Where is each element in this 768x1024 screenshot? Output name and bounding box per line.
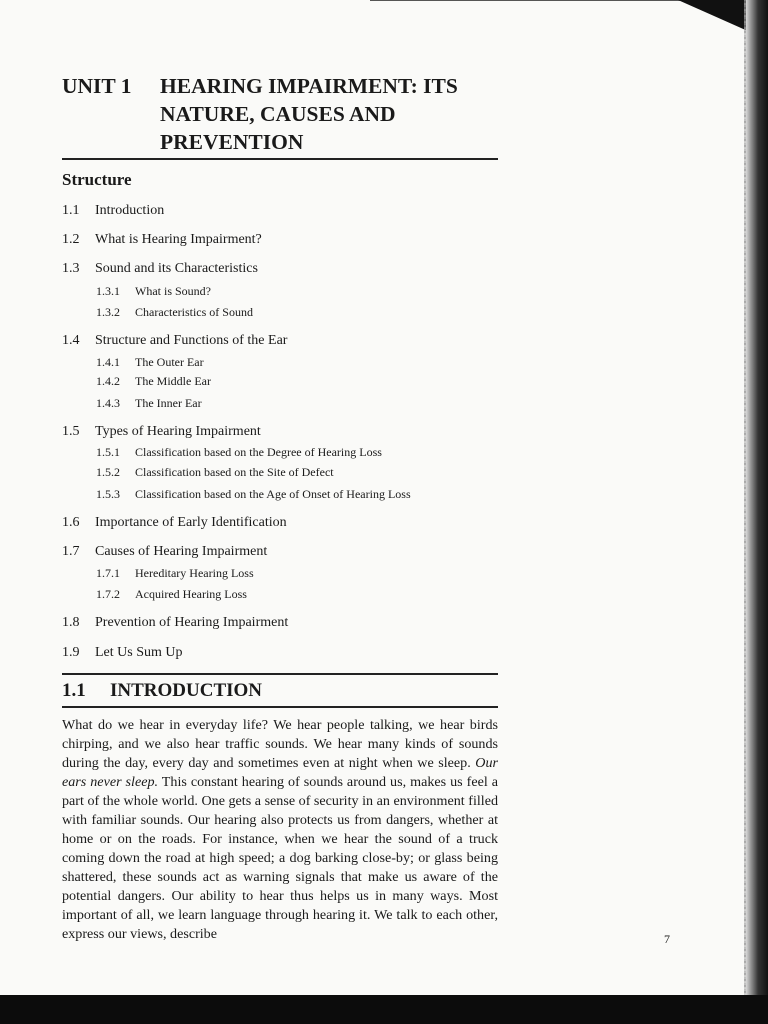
toc-item — [62, 424, 261, 440]
toc-subitem — [96, 305, 253, 320]
body-emphasis: Our ears never sleep. — [62, 755, 498, 790]
toc-number: 1.4.1 — [96, 355, 120, 369]
toc-number: 1.1 — [62, 203, 80, 218]
toc-label: Introduction — [95, 203, 165, 218]
toc-label: What is Sound? — [135, 284, 211, 298]
toc-label: Causes of Hearing Impairment — [95, 544, 268, 559]
toc-subitem — [96, 465, 334, 480]
toc-label: Types of Hearing Impairment — [95, 424, 261, 439]
toc-item — [62, 333, 287, 349]
toc-item — [62, 261, 258, 277]
toc-label: Let Us Sum Up — [95, 645, 183, 660]
toc-number: 1.4 — [62, 333, 80, 348]
toc-number: 1.2 — [62, 232, 80, 247]
toc-number: 1.7 — [62, 544, 80, 559]
structure-heading: Structure — [62, 170, 132, 189]
section-title: INTRODUCTION — [110, 680, 263, 701]
toc-number: 1.5.1 — [96, 445, 120, 459]
toc-label: The Outer Ear — [135, 355, 204, 369]
section-number: 1.1 — [62, 680, 86, 701]
section-title-rule — [62, 706, 498, 708]
scan-bottom-edge — [0, 995, 768, 1024]
unit-title-line: PREVENTION — [160, 130, 304, 154]
toc-number: 1.6 — [62, 515, 80, 530]
toc-number: 1.8 — [62, 615, 80, 630]
toc-label: Characteristics of Sound — [135, 305, 253, 319]
toc-item — [62, 615, 288, 631]
toc-subitem — [96, 355, 204, 370]
toc-subitem — [96, 587, 247, 602]
toc-label: Sound and its Characteristics — [95, 261, 258, 276]
toc-label: Classification based on the Degree of Hearing Loss — [135, 445, 382, 459]
toc-subitem — [96, 284, 211, 299]
scan-binding-edge — [746, 0, 768, 1024]
toc-number: 1.4.2 — [96, 374, 120, 388]
toc-item — [62, 515, 287, 531]
toc-number: 1.9 — [62, 645, 80, 660]
page-number: 7 — [664, 932, 670, 946]
toc-label: Acquired Hearing Loss — [135, 587, 247, 601]
section-rule — [62, 673, 498, 675]
section-heading — [62, 680, 262, 702]
unit-title-line: NATURE, CAUSES AND — [160, 102, 396, 126]
toc-label: Hereditary Hearing Loss — [135, 566, 254, 580]
toc-label: Importance of Early Identification — [95, 515, 287, 530]
body-paragraph — [62, 716, 498, 944]
toc-label: The Inner Ear — [135, 396, 202, 410]
toc-label: The Middle Ear — [135, 374, 211, 388]
toc-item — [62, 232, 262, 248]
unit-label: UNIT 1 — [62, 74, 132, 98]
toc-number: 1.7.1 — [96, 566, 120, 580]
scan-edge — [370, 0, 690, 1]
unit-title-line: HEARING IMPAIRMENT: ITS — [160, 74, 458, 98]
toc-item — [62, 645, 183, 661]
toc-number: 1.5.3 — [96, 487, 120, 501]
header-rule — [62, 158, 498, 160]
toc-number: 1.3.1 — [96, 284, 120, 298]
toc-number: 1.7.2 — [96, 587, 120, 601]
toc-subitem — [96, 487, 411, 502]
toc-label: Classification based on the Site of Defect — [135, 465, 334, 479]
toc-label: What is Hearing Impairment? — [95, 232, 262, 247]
body-text: What do we hear in everyday life? We hear people talking, we hear birds chirping, and we also hear traffic sounds. We hear many kinds of sounds during the day, every day and sometimes even at night when we sleep. — [62, 717, 498, 771]
toc-subitem — [96, 445, 382, 460]
toc-item — [62, 203, 164, 219]
toc-subitem — [96, 396, 202, 411]
toc-label: Structure and Functions of the Ear — [95, 333, 288, 348]
toc-subitem — [96, 374, 211, 389]
toc-number: 1.5 — [62, 424, 80, 439]
toc-number: 1.3.2 — [96, 305, 120, 319]
unit-title — [160, 72, 500, 156]
toc-number: 1.3 — [62, 261, 80, 276]
body-text: This constant hearing of sounds around us, makes us feel a part of the whole world. One gets a sense of security in an environment filled with familiar sounds. Our hearing also protects us from dangers, whether at home or on the roads. For instance, when we hear the sound of a truck coming down the road at high speed; a dog barking close-by; or glass being shattered, these sounds act as warning signals that make us aware of the potential dangers. Our ability to hear thus helps us in many ways. Most important of all, we learn language through hearing it. We talk to each other, express our views, describe — [62, 774, 498, 942]
toc-number: 1.5.2 — [96, 465, 120, 479]
toc-label: Prevention of Hearing Impairment — [95, 615, 289, 630]
toc-item — [62, 544, 267, 560]
toc-label: Classification based on the Age of Onset of Hearing Loss — [135, 487, 411, 501]
toc-subitem — [96, 566, 254, 581]
toc-number: 1.4.3 — [96, 396, 120, 410]
